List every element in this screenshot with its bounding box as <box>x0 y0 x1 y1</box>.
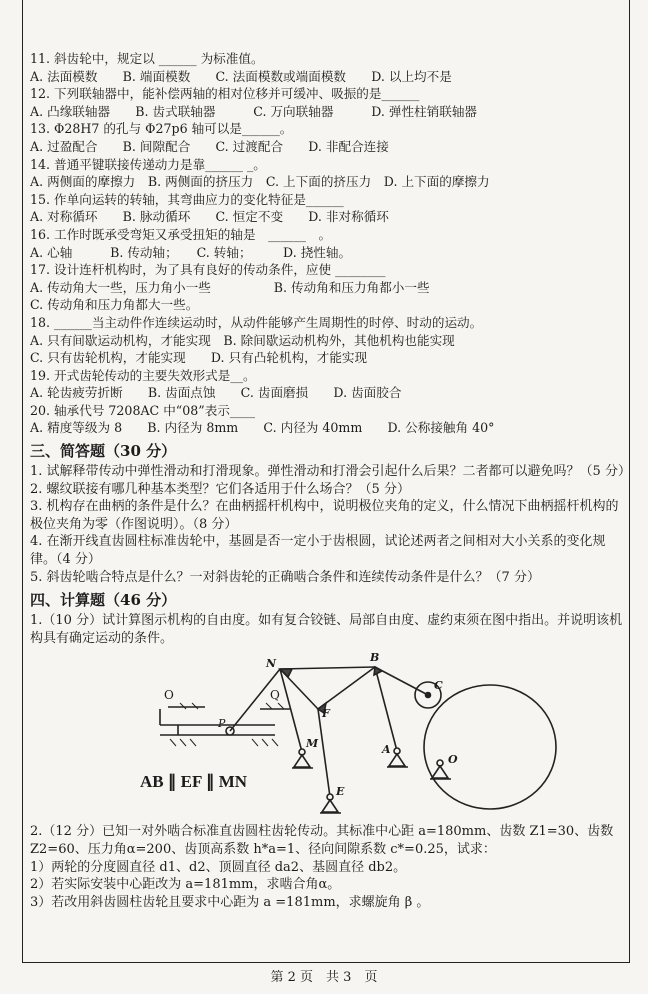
calc-q2-line: 3）若改用斜齿圆柱齿轮且要求中心距为 a =181mm，求螺旋角 β 。 <box>30 894 430 910</box>
label-C: C <box>434 679 443 693</box>
question-line: 17. 设计连杆机构时，为了具有良好的传动条件，应使 ________ <box>30 262 386 278</box>
question-line: 19. 开式齿轮传动的主要失效形式是__。 <box>30 367 256 383</box>
calc-question-2 <box>30 823 626 911</box>
short-answer-item: 5. 斜齿轮啮合特点是什么？一对斜齿轮的正确啮合条件和连续传动条件是什么？（7 分） <box>30 569 540 585</box>
label-B: B <box>370 651 380 665</box>
section-title-calculation: 四、计算题（46 分） <box>30 591 177 610</box>
label-P: P <box>218 717 226 731</box>
mechanism-diagram <box>30 647 626 823</box>
calc-q2-line: 2.（12 分）已知一对外啮合标准直齿圆柱齿轮传动。其标准中心距 a=180mm、齿数 Z1=30、齿数 Z2=60、压力角α=200、齿顶高系数 h*a=1、径向间隙系数 c*=0.25，试求： <box>30 824 614 857</box>
short-answer-item: 2. 螺纹联接有哪几种基本类型？它们各适用于什么场合？（5 分） <box>30 481 410 497</box>
short-answer-item: 4. 在渐开线直齿圆柱标准齿轮中，基圆是否一定小于齿根圆，试论述两者之间相对大小关系的变化规律。（4 分） <box>30 534 606 568</box>
label-O-cam: O <box>448 753 458 767</box>
question-line: 16. 工作时既承受弯矩又承受扭矩的轴是 ______ 。 <box>30 226 332 242</box>
section-title-short-answer: 三、简答题（30 分） <box>30 442 177 461</box>
label-A: A <box>382 743 391 757</box>
page-footer: 第 2 页 共 3 页 <box>270 970 378 985</box>
question-line: A. 只有间歇运动机构，才能实现 B. 除间歇运动机构外，其他机构也能实现 <box>30 332 455 348</box>
mechanism-figure <box>30 647 626 823</box>
question-line: 20. 轴承代号 7208AC 中“08”表示____ <box>30 402 256 418</box>
question-line: 15. 作单向运转的转轴，其弯曲应力的变化特征是______ <box>30 191 344 207</box>
question-line: A. 精度等级为 8 B. 内径为 8mm C. 内径为 40mm D. 公称接触角 40° <box>30 420 495 436</box>
question-line: A. 心轴 B. 传动轴； C. 转轴； D. 挠性轴。 <box>30 244 352 260</box>
figure-caption: AB ∥ EF ∥ MN <box>140 772 248 792</box>
calc-q2-line: 2）若实际安装中心距改为 a=181mm，求啮合角α。 <box>30 877 341 893</box>
label-O-left: O <box>164 688 174 703</box>
short-answer-item: 1. 试解释带传动中弹性滑动和打滑现象。弹性滑动和打滑会引起什么后果？二者都可以避免吗？（5 分） <box>30 464 631 480</box>
multiple-choice-list <box>30 50 626 437</box>
label-F: F <box>322 707 330 721</box>
short-answer-item: 3. 机构存在曲柄的条件是什么？在曲柄摇杆机构中，说明极位夹角的定义，什么情况下曲柄摇杆机构的极位夹角为零（作图说明）。（8 分） <box>30 499 619 532</box>
question-line: 18. ______当主动件作连续运动时，从动件能够产生周期性的时停、时动的运动。 <box>30 314 483 330</box>
question-line: A. 凸缘联轴器 B. 齿式联轴器 C. 万向联轴器 D. 弹性柱销联轴器 <box>30 103 478 119</box>
question-line: A. 对称循环 B. 脉动循环 C. 恒定不变 D. 非对称循环 <box>30 209 389 225</box>
question-line: 13. Φ28H7 的孔与 Φ27p6 轴可以是______。 <box>30 121 293 137</box>
question-line: 14. 普通平键联接传递动力是靠______ _。 <box>30 156 266 172</box>
question-line: A. 轮齿疲劳折断 B. 齿面点蚀 C. 齿面磨损 D. 齿面胶合 <box>30 385 402 401</box>
question-line: A. 法面模数 B. 端面模数 C. 法面模数或端面模数 D. 以上均不是 <box>30 68 452 84</box>
label-M: M <box>306 737 319 751</box>
calc-question-1: 1.（10 分）试计算图示机构的自由度。如有复合铰链、局部自由度、虚约束须在图中指出。并说明该机构具有确定运动的条件。 <box>30 613 623 646</box>
label-E: E <box>336 785 345 799</box>
question-line: A. 传动角大一些，压力角小一些 B. 传动角和压力角都小一些 <box>30 279 430 295</box>
question-line: C. 传动角和压力角都大一些。 <box>30 297 199 313</box>
question-line: A. 两侧面的摩擦力 B. 两侧面的挤压力 C. 上下面的挤压力 D. 上下面的摩擦力 <box>30 174 490 190</box>
question-line: A. 过盈配合 B. 间隙配合 C. 过渡配合 D. 非配合连接 <box>30 138 389 154</box>
label-Q: Q <box>270 688 280 703</box>
question-line: 11. 斜齿轮中，规定以 ______ 为标准值。 <box>30 51 264 66</box>
question-line: C. 只有齿轮机构，才能实现 D. 只有凸轮机构，才能实现 <box>30 350 368 366</box>
label-N: N <box>266 657 277 671</box>
question-line: 12. 下列联轴器中，能补偿两轴的相对位移并可缓冲、吸振的是______ <box>30 86 420 102</box>
calc-q2-line: 1）两轮的分度圆直径 d1、d2、顶圆直径 da2、基圆直径 db2。 <box>30 859 407 875</box>
short-answer-list <box>30 463 631 586</box>
exam-content <box>30 50 631 911</box>
